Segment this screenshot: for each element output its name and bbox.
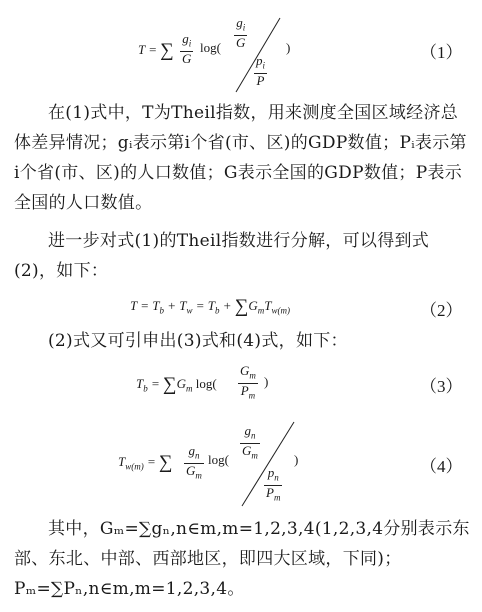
paragraph-3: (2)式又可引申出(3)式和(4)式，如下： [48, 331, 348, 351]
paragraph-4: 其中，Gₘ=∑gₙ,n∈m,m=1,2,3,4(1,2,3,4分别表示东部、东北、中部、西部地区，即四大区域，下同)；Pₘ=∑Pₙ,n∈m,m=1,2,3,4。 [14, 519, 470, 599]
equation-1-number: （1） [420, 43, 463, 62]
paragraph-2: 进一步对式(1)的Theil指数进行分解，可以得到式(2)，如下： [14, 231, 430, 281]
equation-2: $T = T_b + T_w = T_b + \sum G_mT_{w(m)}$ [130, 296, 290, 317]
equation-2-number: （2） [420, 301, 463, 320]
equation-4: $T_{w(m)}$ = ∑ $\frac{g_n}{G_m}$ log( $\frac{g_n}{G_m}$ $\frac{p_n}{P_m}$ ) [118, 418, 318, 508]
paragraph-1: 在(1)式中，T为Theil指数，用来测度全国区域经济总体差异情况；gᵢ表示第i个省(市、区)的GDP数值；Pᵢ表示第i个省(市、区)的人口数值；G表示全国的GDP数值；P表示全国的人口数值。 [14, 103, 467, 213]
equation-4-number: （4） [420, 457, 463, 476]
equation-1: T = ∑ $\frac{g_i}{G}$ log( $\frac{g_i}{G}$ $\frac{p_i}{P}$ ) [130, 14, 320, 94]
equation-3-number: （3） [420, 377, 463, 396]
equation-3: $T_b = \sum G_m$ log( $\frac{G_m}{P_m}$ ) [136, 363, 269, 401]
